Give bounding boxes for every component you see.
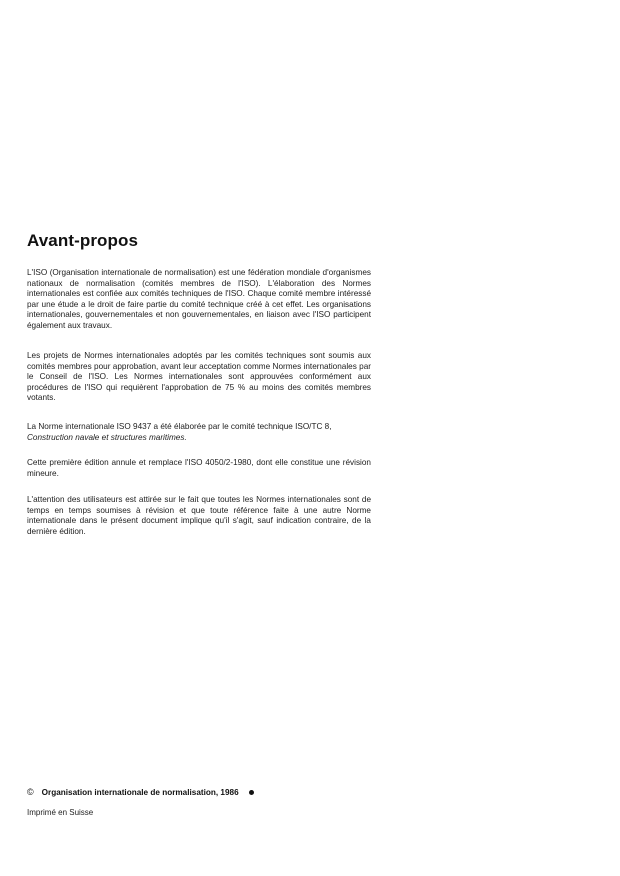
paragraph-approval: Les projets de Normes internationales adoptés par les comités techniques sont soumis aux comités membres pour approbation, avant leur acceptation comme Normes internationales par le Conseil de l'ISO. Les Normes internationales sont approuvées conformément aux procédures de l'ISO qui requièrent l'approbation de 75 % au moins des comités membres votants. — [27, 351, 371, 403]
paragraph-revision-notice: L'attention des utilisateurs est attirée sur le fait que toutes les Normes internationales sont de temps en temps soumises à révision et que toute référence faite à une autre Norme internationale dans le présent document implique qu'il s'agit, sauf indication contraire, de la dernière édition. — [27, 495, 371, 536]
page-title: Avant-propos — [27, 231, 139, 250]
paragraph-committee — [27, 422, 371, 443]
copyright-text: Organisation internationale de normalisation, 1986 — [41, 787, 239, 797]
printed-in: Imprimé en Suisse — [27, 808, 94, 817]
paragraph-iso-intro: L'ISO (Organisation internationale de normalisation) est une fédération mondiale d'organismes nationaux de normalisation (comités membres de l'ISO). L'élaboration des Normes internationales est confiée aux comités techniques de l'ISO. Chaque comité membre intéressé par une étude a le droit de faire partie du comité technique créé à cet effet. Les organisations internationales, gouvernementales et non gouvernementales, en liaison avec l'ISO participent également aux travaux. — [27, 268, 371, 330]
committee-text: La Norme internationale ISO 9437 a été élaborée par le comité technique ISO/TC 8, — [27, 422, 332, 431]
copyright-line — [27, 787, 254, 797]
committee-title: Construction navale et structures maritimes. — [27, 432, 187, 442]
bullet-dot-icon — [249, 790, 254, 795]
paragraph-edition: Cette première édition annule et remplace l'ISO 4050/2-1980, dont elle constitue une révision mineure. — [27, 458, 371, 478]
copyright-icon: © — [27, 787, 34, 797]
